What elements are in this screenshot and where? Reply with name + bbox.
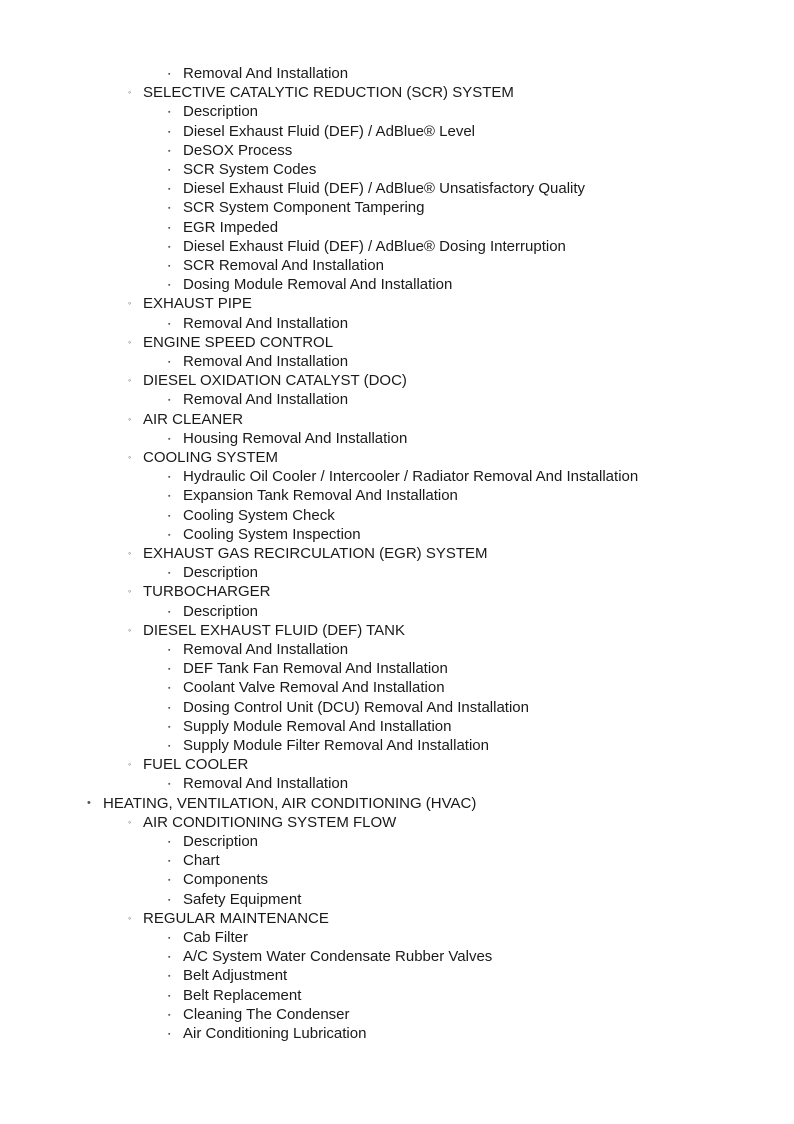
bullet-icon: ▪ — [168, 128, 171, 136]
item-text: Description — [183, 833, 259, 850]
bullet-icon: ◦ — [128, 452, 132, 462]
item-text: FUEL COOLER — [143, 756, 249, 774]
bullet-icon: ▪ — [168, 474, 171, 482]
item-text: AIR CLEANER — [143, 410, 244, 428]
item-text: ENGINE SPEED CONTROL — [143, 333, 334, 351]
item-text: EXHAUST GAS RECIRCULATION (EGR) SYSTEM — [143, 545, 488, 562]
item-text: SELECTIVE CATALYTIC REDUCTION (SCR) SYSTEM — [143, 84, 514, 102]
item-text: Safety Equipment — [183, 890, 302, 908]
bullet-icon: ▪ — [168, 954, 171, 962]
item-text: Removal And Installation — [183, 65, 349, 82]
bullet-icon: ▪ — [168, 992, 171, 1000]
bullet-icon: ▪ — [168, 608, 171, 616]
item-text: Diesel Exhaust Fluid (DEF) / AdBlue® Unsatisfactory Quality — [183, 180, 586, 198]
item-text: Removal And Installation — [183, 353, 349, 370]
bullet-icon: ▪ — [168, 359, 171, 366]
item-text: Cooling System Inspection — [183, 525, 361, 543]
item-text: Expansion Tank Removal And Installation — [183, 487, 458, 505]
bullet-icon: ▪ — [168, 493, 171, 501]
bullet-icon: ◦ — [128, 586, 132, 597]
item-text: Diesel Exhaust Fluid (DEF) / AdBlue® Level — [183, 122, 476, 140]
item-text: Air Conditioning Lubrication — [183, 1025, 367, 1042]
item-text: DEF Tank Fan Removal And Installation — [183, 660, 448, 678]
item-text: Belt Replacement — [183, 986, 302, 1004]
item-text: Supply Module Removal And Installation — [183, 717, 452, 735]
bullet-icon: ◦ — [128, 912, 132, 923]
bullet-icon: ▪ — [168, 147, 171, 155]
item-text: Belt Adjustment — [183, 967, 288, 985]
bullet-icon: ▪ — [168, 973, 171, 981]
bullet-icon: • — [87, 796, 91, 809]
item-text: Diesel Exhaust Fluid (DEF) / AdBlue® Dosing Interruption — [183, 237, 566, 255]
bullet-icon: ▪ — [168, 224, 171, 232]
bullet-icon: ▪ — [168, 685, 171, 693]
item-text: Coolant Valve Removal And Installation — [183, 679, 445, 697]
item-text: Supply Module Filter Removal And Installation — [183, 737, 489, 754]
item-text: Removal And Installation — [183, 391, 349, 409]
bullet-icon: ▪ — [168, 205, 171, 213]
bullet-icon: ▪ — [168, 1031, 171, 1038]
item-text: A/C System Water Condensate Rubber Valves — [183, 948, 493, 966]
item-text: HEATING, VENTILATION, AIR CONDITIONING (HVAC) — [103, 794, 477, 812]
bullet-icon: ▪ — [168, 109, 171, 117]
item-text: Removal And Installation — [183, 641, 349, 658]
item-text: DIESEL OXIDATION CATALYST (DOC) — [143, 372, 407, 390]
item-text: SCR System Codes — [183, 161, 317, 178]
item-text: AIR CONDITIONING SYSTEM FLOW — [143, 813, 397, 831]
item-text: Removal And Installation — [183, 775, 349, 793]
bullet-icon: ◦ — [128, 816, 132, 827]
bullet-icon: ▪ — [168, 397, 171, 405]
bullet-icon: ▪ — [168, 647, 171, 654]
item-text: Description — [183, 564, 259, 582]
bullet-icon: ◦ — [128, 759, 132, 770]
item-text: Chart — [183, 852, 220, 870]
item-text: DeSOX Process — [183, 141, 293, 159]
item-text: DIESEL EXHAUST FLUID (DEF) TANK — [143, 621, 405, 639]
item-text: EXHAUST PIPE — [143, 295, 252, 313]
bullet-icon: ▪ — [168, 243, 171, 251]
bullet-icon: ▪ — [168, 263, 171, 270]
item-text: Housing Removal And Installation — [183, 429, 408, 447]
bullet-icon: ▪ — [168, 858, 171, 866]
bullet-icon: ▪ — [168, 877, 171, 885]
bullet-icon: ▪ — [168, 512, 171, 520]
bullet-icon: ▪ — [168, 781, 171, 789]
item-text: SCR Removal And Installation — [183, 257, 384, 274]
bullet-icon: ◦ — [128, 375, 132, 386]
bullet-icon: ◦ — [128, 87, 132, 98]
bullet-icon: ▪ — [168, 723, 171, 731]
item-text: Description — [183, 602, 259, 620]
bullet-icon: ▪ — [168, 704, 171, 712]
item-text: Removal And Installation — [183, 314, 349, 332]
bullet-icon: ▪ — [168, 896, 171, 904]
item-text: REGULAR MAINTENANCE — [143, 909, 329, 927]
bullet-icon: ▪ — [168, 1011, 171, 1019]
item-text: EGR Impeded — [183, 218, 279, 236]
bullet-icon: ▪ — [168, 186, 171, 194]
bullet-icon: ▪ — [168, 71, 171, 78]
bullet-icon: ◦ — [128, 413, 132, 424]
item-text: Dosing Control Unit (DCU) Removal And Installation — [183, 698, 529, 716]
bullet-icon: ▪ — [168, 935, 171, 942]
bullet-icon: ◦ — [128, 624, 132, 635]
bullet-icon: ▪ — [168, 435, 171, 443]
bullet-icon: ▪ — [168, 666, 171, 674]
item-text: Components — [183, 871, 269, 889]
bullet-icon: ▪ — [168, 743, 171, 750]
bullet-icon: ▪ — [168, 320, 171, 328]
item-text: Hydraulic Oil Cooler / Intercooler / Radiator Removal And Installation — [183, 468, 639, 486]
item-text: Description — [183, 103, 259, 121]
item-text: Cooling System Check — [183, 506, 335, 524]
item-text: COOLING SYSTEM — [143, 449, 279, 466]
bullet-icon: ▪ — [168, 282, 171, 290]
item-text: Cab Filter — [183, 929, 249, 946]
bullet-icon: ◦ — [128, 548, 132, 558]
bullet-icon: ◦ — [128, 336, 132, 347]
bullet-icon: ▪ — [168, 167, 171, 174]
bullet-icon: ◦ — [128, 298, 132, 309]
bullet-icon: ▪ — [168, 531, 171, 539]
item-text: Cleaning The Condenser — [183, 1005, 350, 1023]
bullet-icon: ▪ — [168, 570, 171, 578]
item-text: TURBOCHARGER — [143, 583, 271, 601]
item-text: SCR System Component Tampering — [183, 199, 425, 217]
bullet-icon: ▪ — [168, 839, 171, 846]
item-text: Dosing Module Removal And Installation — [183, 276, 453, 294]
